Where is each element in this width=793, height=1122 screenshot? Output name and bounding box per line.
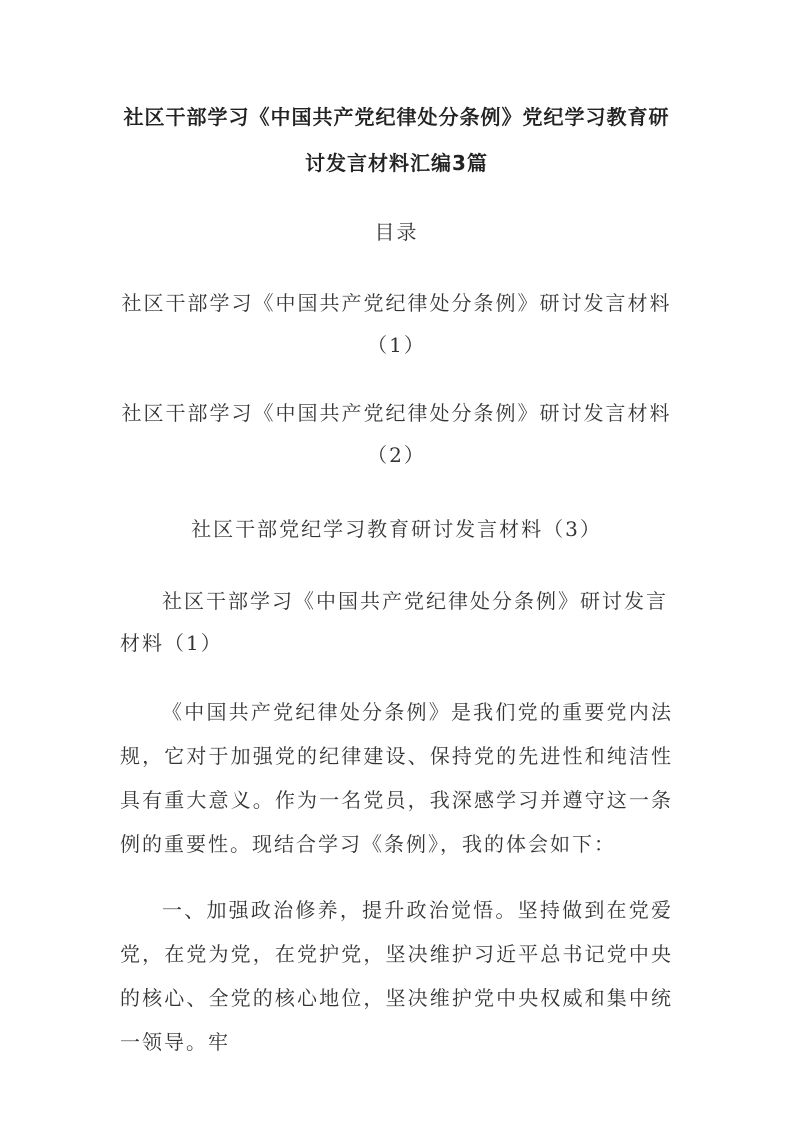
document-title: 社区干部学习《中国共产党纪律处分条例》党纪学习教育研讨发言材料汇编3篇 xyxy=(123,105,670,175)
toc-heading: 目录 xyxy=(374,220,419,244)
toc-entry-2: 社区干部学习《中国共产党纪律处分条例》研讨发言材料（2） xyxy=(121,401,672,467)
body-paragraph-2: 一、加强政治修养，提升政治觉悟。坚持做到在党爱党，在党为党，在党护党，坚决维护习近平总书记党中央的核心、全党的核心地位，坚决维护党中央权威和集中统一领导。牢 xyxy=(120,898,673,1054)
section-title: 社区干部学习《中国共产党纪律处分条例》研讨发言材料（1） xyxy=(120,589,668,655)
toc-entry-3: 社区干部党纪学习教育研讨发言材料（3） xyxy=(191,517,602,541)
toc-entry-1: 社区干部学习《中国共产党纪律处分条例》研讨发言材料（1） xyxy=(121,291,672,357)
body-paragraph-1: 《中国共产党纪律处分条例》是我们党的重要党内法规，它对于加强党的纪律建设、保持党的先进性和纯洁性具有重大意义。作为一名党员，我深感学习并遵守这一条例的重要性。现结合学习《条例》，我的体会如下： xyxy=(120,700,673,856)
